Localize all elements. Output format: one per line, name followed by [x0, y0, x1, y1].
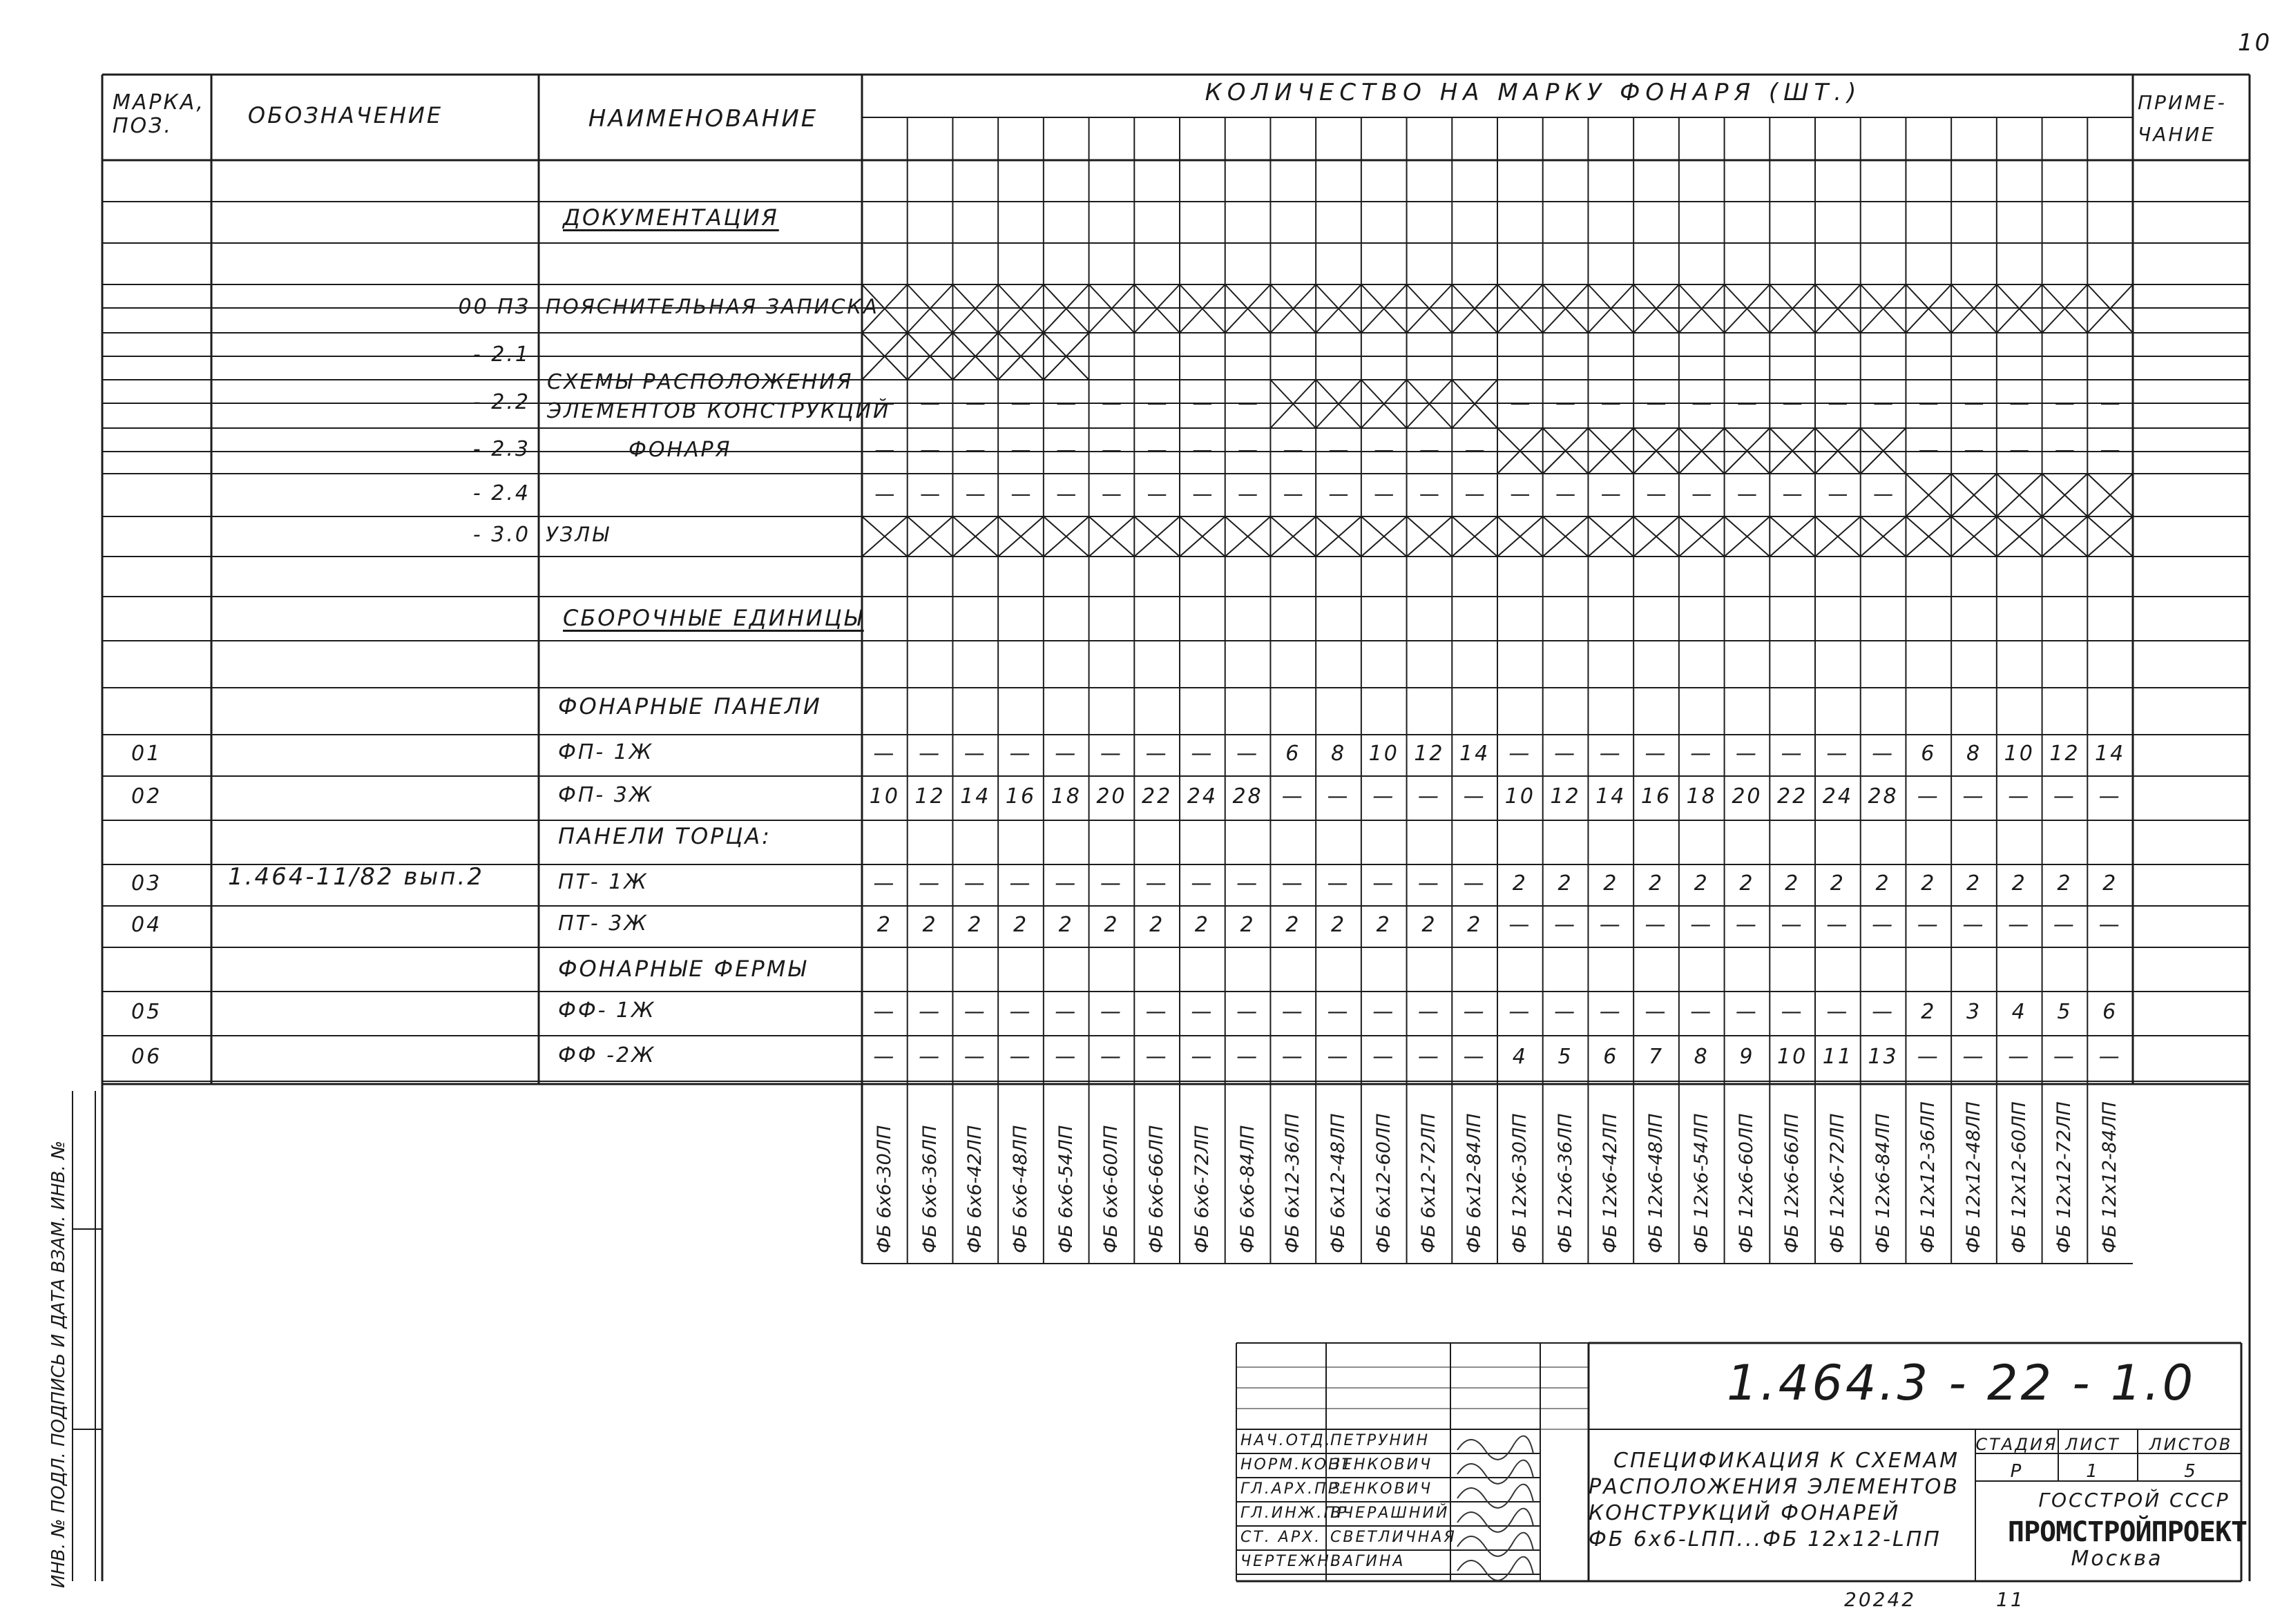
item-qty-cell: 10 [2004, 742, 2035, 766]
item-qty-cell: 20 [1732, 784, 1763, 809]
signature-name-3: ВЧЕРАШНИЙ [1330, 1505, 1450, 1522]
item-qty-cell: — [1055, 1000, 1078, 1024]
item-qty-cell: — [1327, 1000, 1350, 1024]
doc-designation-2: - 2.2 [472, 390, 530, 414]
item-qty-cell: 18 [1051, 784, 1082, 809]
signature-role-3: ГЛ.ИНЖ.ПР. [1240, 1505, 1356, 1522]
lantern-mark-label: ФБ 12х6-42ЛП [1600, 1113, 1622, 1253]
item-qty-cell: — [1145, 871, 1169, 896]
item-qty-cell: — [964, 1000, 987, 1024]
item-qty-cell: — [1872, 913, 1895, 937]
item-qty-cell: — [2098, 784, 2122, 809]
item-qty-cell: 2 [1240, 913, 1256, 937]
lantern-mark-label: ФБ 6х12-72ЛП [1418, 1113, 1440, 1253]
lantern-mark-label: ФБ 12х12-72ЛП [2053, 1101, 2076, 1253]
handwritten-signature [1457, 1533, 1533, 1556]
item-qty-cell: — [1917, 784, 1940, 809]
item-qty-cell: — [1417, 784, 1441, 809]
item-qty-cell: — [2098, 1045, 2122, 1069]
item-qty-cell: — [1826, 742, 1850, 766]
doc-designation-4: - 2.4 [472, 481, 530, 505]
header-designation: ОБОЗНАЧЕНИЕ [247, 102, 443, 128]
signature-name-1: ЗЕНКОВИЧ [1330, 1456, 1433, 1473]
item-qty-cell: — [1645, 913, 1668, 937]
section-documentation: ДОКУМЕНТАЦИЯ [563, 204, 779, 231]
lantern-mark-label: ФБ 6х6-66ЛП [1146, 1125, 1168, 1253]
lantern-mark-label: ФБ 12х6-36ЛП [1554, 1113, 1576, 1253]
title-line-4: ФБ 6х6-LПП...ФБ 12х12-LПП [1589, 1527, 1942, 1552]
header-mark: МАРКА, ПОЗ. [113, 90, 205, 138]
item-qty-cell: — [1962, 913, 1986, 937]
item-pos-3: 03 [131, 871, 162, 896]
item-qty-cell: — [1191, 1045, 1214, 1069]
item-qty-cell: 12 [1550, 784, 1581, 809]
lantern-mark-label: ФБ 12х6-48ЛП [1645, 1113, 1667, 1253]
item-qty-cell: — [2008, 784, 2031, 809]
item-qty-cell: 4 [2011, 1000, 2027, 1024]
item-qty-cell: 2 [2057, 871, 2073, 896]
lantern-mark-label: ФБ 6х12-48ЛП [1327, 1113, 1349, 1253]
item-qty-cell: — [1463, 871, 1486, 896]
item-qty-cell: 6 [2102, 1000, 2118, 1024]
item-qty-cell: — [964, 871, 987, 896]
item-qty-cell: 3 [1966, 1000, 1982, 1024]
group-end-panels: ПАНЕЛИ ТОРЦА: [558, 823, 771, 849]
item-qty-cell: — [1508, 913, 1532, 937]
item-qty-cell: 2 [1194, 913, 1210, 937]
handwritten-signature [1457, 1509, 1533, 1532]
item-pos-2: 02 [131, 784, 162, 809]
org-city: Москва [2071, 1547, 2163, 1571]
item-pos-5: 05 [131, 1000, 162, 1024]
item-qty-cell: — [1690, 1000, 1714, 1024]
lantern-mark-label: ФБ 6х12-84ЛП [1464, 1113, 1486, 1253]
section-assembly-units: СБОРОЧНЫЕ ЕДИНИЦЫ [563, 605, 864, 631]
title-line-2: РАСПОЛОЖЕНИЯ ЭЛЕМЕНТОВ [1589, 1475, 1959, 1499]
item-qty-cell: — [1327, 1045, 1350, 1069]
item-qty-cell: 2 [1058, 913, 1074, 937]
item-qty-cell: — [1281, 784, 1305, 809]
schemes-name-line-3: ФОНАРЯ [629, 438, 732, 462]
item-name-4: ПТ- 3Ж [558, 911, 649, 936]
group-lantern-panels: ФОНАРНЫЕ ПАНЕЛИ [558, 693, 822, 719]
lantern-mark-label: ФБ 6х12-60ЛП [1372, 1113, 1394, 1253]
item-qty-cell: — [1508, 742, 1532, 766]
item-qty-cell: — [1690, 742, 1714, 766]
item-name-2: ФП- 3Ж [558, 783, 654, 807]
lantern-mark-label: ФБ 6х6-54ЛП [1055, 1125, 1077, 1253]
lantern-mark-label: ФБ 6х6-48ЛП [1010, 1125, 1031, 1253]
item-qty-cell: — [1372, 1045, 1396, 1069]
item-qty-cell: — [2053, 784, 2076, 809]
item-qty-cell: — [1872, 1000, 1895, 1024]
item-qty-cell: — [1962, 784, 1986, 809]
item-qty-cell: 6 [1285, 742, 1301, 766]
doc-designation-3: - 2.3 [472, 437, 530, 461]
doc-name-0: ПОЯСНИТЕЛЬНАЯ ЗАПИСКА [546, 295, 879, 318]
item-qty-cell: 8 [1966, 742, 1982, 766]
item-qty-cell: 2 [1739, 871, 1755, 896]
item-qty-cell: — [1009, 1045, 1033, 1069]
item-qty-cell: — [1781, 1000, 1804, 1024]
item-qty-cell: 2 [1921, 1000, 1937, 1024]
item-qty-cell: — [1735, 742, 1758, 766]
item-qty-cell: 9 [1739, 1045, 1755, 1069]
signature-name-2: ЗЕНКОВИЧ [1330, 1480, 1433, 1498]
item-qty-cell: 28 [1232, 784, 1263, 809]
title-line-1: СПЕЦИФИКАЦИЯ К СХЕМАМ [1613, 1449, 1959, 1473]
item-pos-4: 04 [131, 913, 162, 937]
document-code: 1.464.3 - 22 - 1.0 [1727, 1355, 2196, 1411]
sheets-value: 5 [2184, 1461, 2198, 1482]
item-name-3: ПТ- 1Ж [558, 870, 649, 894]
handwritten-signature [1457, 1557, 1533, 1580]
item-qty-cell: 2 [1467, 913, 1483, 937]
item-qty-cell: — [1372, 784, 1396, 809]
item-qty-cell: — [1327, 871, 1350, 896]
item-qty-cell: 12 [914, 784, 946, 809]
item-qty-cell: 2 [2102, 871, 2118, 896]
item-qty-cell: — [1281, 871, 1305, 896]
item-qty-cell: 2 [1648, 871, 1665, 896]
item-qty-cell: 24 [1822, 784, 1853, 809]
stage-label: СТАДИЯ [1975, 1435, 2058, 1454]
doc-designation-0: 00 ПЗ [458, 295, 530, 319]
item-qty-cell: 14 [1595, 784, 1627, 809]
item-qty-cell: — [1145, 1045, 1169, 1069]
item-qty-cell: 2 [922, 913, 938, 937]
org-promstroyproekt: ПРОМСТРОЙПРОЕКТ [2007, 1516, 2247, 1548]
item-qty-cell: — [1417, 871, 1441, 896]
item-qty-cell: — [1100, 1045, 1123, 1069]
item-qty-cell: — [1145, 742, 1169, 766]
item-qty-cell: 2 [1875, 871, 1891, 896]
item-name-5: ФФ- 1Ж [558, 998, 656, 1023]
item-qty-cell: 20 [1096, 784, 1127, 809]
lantern-mark-label: ФБ 6х6-60ЛП [1100, 1125, 1122, 1253]
item-qty-cell: — [919, 871, 942, 896]
signature-name-5: ВАГИНА [1330, 1553, 1406, 1570]
item-qty-cell: 2 [1376, 913, 1392, 937]
item-qty-cell: 12 [1414, 742, 1445, 766]
item-qty-cell: 2 [1013, 913, 1029, 937]
item-qty-cell: — [1055, 1045, 1078, 1069]
item-qty-cell: 10 [1368, 742, 1399, 766]
lantern-mark-label: ФБ 12х12-60ЛП [2008, 1101, 2030, 1253]
item-qty-cell: — [1417, 1045, 1441, 1069]
item-qty-cell: 2 [1104, 913, 1120, 937]
item-qty-cell: — [1191, 742, 1214, 766]
item-qty-cell: — [1009, 1000, 1033, 1024]
item-qty-cell: — [1508, 1000, 1532, 1024]
doc-name-5: УЗЛЫ [546, 523, 611, 546]
signature-role-2: ГЛ.АРХ.ПР. [1240, 1480, 1346, 1498]
lantern-mark-label: ФБ 12х6-72ЛП [1826, 1113, 1848, 1253]
item-qty-cell: — [2008, 1045, 2031, 1069]
item-qty-cell: — [1826, 913, 1850, 937]
item-pos-6: 06 [131, 1045, 162, 1069]
org-gosstroy: ГОССТРОЙ СССР [2038, 1489, 2230, 1511]
item-qty-cell: 13 [1868, 1045, 1899, 1069]
item-qty-cell: — [1417, 1000, 1441, 1024]
item-qty-cell: 16 [1005, 784, 1037, 809]
item-qty-cell: — [1191, 1000, 1214, 1024]
item-qty-cell: 10 [1777, 1045, 1808, 1069]
sheet-label: ЛИСТ [2065, 1435, 2120, 1454]
doc-designation-1: - 2.1 [472, 342, 530, 367]
item-qty-cell: — [1872, 742, 1895, 766]
doc-designation-5: - 3.0 [472, 523, 530, 547]
item-qty-cell: — [2053, 913, 2076, 937]
item-qty-cell: — [1645, 1000, 1668, 1024]
item-qty-cell: — [1463, 1045, 1486, 1069]
item-qty-cell: 2 [1830, 871, 1846, 896]
item-qty-cell: — [1100, 871, 1123, 896]
item-qty-cell: — [1826, 1000, 1850, 1024]
item-qty-cell: — [1191, 871, 1214, 896]
stage-value: Р [2010, 1461, 2024, 1482]
item-qty-cell: 2 [1512, 871, 1528, 896]
schemes-name-line-2: ЭЛЕМЕНТОВ КОНСТРУКЦИЙ [547, 399, 891, 423]
item-qty-cell: — [919, 742, 942, 766]
lantern-mark-label: ФБ 6х6-42ЛП [964, 1125, 986, 1253]
item-qty-cell: — [1463, 784, 1486, 809]
item-qty-cell: 7 [1648, 1045, 1665, 1069]
item-qty-cell: — [1236, 871, 1260, 896]
lantern-mark-label: ФБ 12х12-36ЛП [1917, 1101, 1939, 1253]
item-qty-cell: 2 [1330, 913, 1347, 937]
page-number: 10 [2238, 29, 2272, 57]
item-qty-cell: — [2053, 1045, 2076, 1069]
item-qty-cell: — [964, 742, 987, 766]
item-qty-cell: — [1372, 1000, 1396, 1024]
lantern-mark-label: ФБ 6х6-84ЛП [1236, 1125, 1258, 1253]
lantern-mark-label: ФБ 12х6-66ЛП [1781, 1113, 1803, 1253]
item-qty-cell: — [1645, 742, 1668, 766]
item-qty-cell: — [1009, 742, 1033, 766]
item-qty-cell: — [1236, 1000, 1260, 1024]
schemes-name-line-1: СХЕМЫ РАСПОЛОЖЕНИЯ [547, 370, 854, 394]
item-qty-cell: 2 [1603, 871, 1619, 896]
item-qty-cell: 2 [1921, 871, 1937, 896]
group-lantern-trusses: ФОНАРНЫЕ ФЕРМЫ [558, 956, 808, 982]
handwritten-signature [1457, 1460, 1533, 1484]
lantern-mark-label: ФБ 6х6-36ЛП [919, 1125, 941, 1253]
item-qty-cell: — [1281, 1045, 1305, 1069]
item-qty-cell: — [873, 1045, 897, 1069]
item-qty-cell: — [1781, 913, 1804, 937]
header-quantity: КОЛИЧЕСТВО НА МАРКУ ФОНАРЯ (ШТ.) [1205, 79, 1862, 106]
item-qty-cell: — [2008, 913, 2031, 937]
item-qty-cell: 4 [1512, 1045, 1528, 1069]
item-qty-cell: — [1554, 913, 1578, 937]
item-qty-cell: 10 [1504, 784, 1535, 809]
item-qty-cell: — [873, 1000, 897, 1024]
item-qty-cell: 5 [1557, 1045, 1573, 1069]
item-qty-cell: 22 [1142, 784, 1173, 809]
item-qty-cell: — [1917, 1045, 1940, 1069]
item-qty-cell: 14 [2095, 742, 2126, 766]
item-qty-cell: 6 [1603, 1045, 1619, 1069]
footer-number: 20242 [1844, 1588, 1917, 1611]
item-qty-cell: 12 [2049, 742, 2080, 766]
item-qty-cell: 2 [1149, 913, 1165, 937]
item-qty-cell: 2 [1694, 871, 1709, 896]
signature-role-1: НОРМ.КОНТ. [1240, 1456, 1361, 1473]
item-qty-cell: 2 [1785, 871, 1801, 896]
item-qty-cell: 2 [2011, 871, 2027, 896]
item-qty-cell: — [1055, 871, 1078, 896]
item-qty-cell: 8 [1694, 1045, 1709, 1069]
side-stamp: ИНВ. № ПОДЛ. ПОДПИСЬ И ДАТА ВЗАМ. ИНВ. № [48, 1140, 69, 1588]
item-qty-cell: 8 [1330, 742, 1347, 766]
item-qty-cell: — [1690, 913, 1714, 937]
item-qty-cell: — [1781, 742, 1804, 766]
item-qty-cell: 10 [869, 784, 900, 809]
item-qty-cell: 2 [1285, 913, 1301, 937]
item-pos-1: 01 [131, 742, 162, 766]
item-qty-cell: 24 [1187, 784, 1218, 809]
item-qty-cell: 5 [2057, 1000, 2073, 1024]
lantern-mark-label: ФБ 6х12-36ЛП [1282, 1113, 1304, 1253]
sheets-label: ЛИСТОВ [2149, 1435, 2233, 1454]
item-qty-cell: 14 [1459, 742, 1490, 766]
item-qty-cell: — [873, 742, 897, 766]
item-qty-cell: 6 [1921, 742, 1937, 766]
lantern-mark-label: ФБ 12х6-54ЛП [1690, 1113, 1712, 1253]
item-qty-cell: 2 [1966, 871, 1982, 896]
item-qty-cell: — [964, 1045, 987, 1069]
lantern-mark-label: ФБ 12х6-60ЛП [1736, 1113, 1758, 1253]
item-qty-cell: — [873, 871, 897, 896]
item-name-1: ФП- 1Ж [558, 740, 654, 764]
item-qty-cell: — [1236, 742, 1260, 766]
item-qty-cell: 18 [1686, 784, 1717, 809]
signature-role-0: НАЧ.ОТД. [1240, 1432, 1332, 1449]
lantern-mark-label: ФБ 12х12-48ЛП [1963, 1101, 1984, 1253]
item-qty-cell: — [1599, 742, 1622, 766]
lantern-mark-label: ФБ 12х6-30ЛП [1508, 1113, 1531, 1253]
signature-role-5: ЧЕРТЕЖН. [1240, 1553, 1338, 1570]
item-qty-cell: 2 [1557, 871, 1573, 896]
item-qty-cell: 22 [1777, 784, 1808, 809]
assembly-designation: 1.464-11/82 вып.2 [228, 863, 484, 891]
item-qty-cell: — [1145, 1000, 1169, 1024]
item-qty-cell: 11 [1822, 1045, 1853, 1069]
signature-name-4: СВЕТЛИЧНАЯ [1330, 1529, 1457, 1546]
item-qty-cell: 14 [960, 784, 991, 809]
item-qty-cell: — [1554, 1000, 1578, 1024]
item-name-6: ФФ -2Ж [558, 1043, 656, 1067]
item-qty-cell: — [1735, 1000, 1758, 1024]
item-qty-cell: — [1100, 1000, 1123, 1024]
lantern-mark-label: ФБ 6х6-72ЛП [1191, 1125, 1213, 1253]
item-qty-cell: — [1917, 913, 1940, 937]
item-qty-cell: — [1599, 913, 1622, 937]
item-qty-cell: 16 [1640, 784, 1672, 809]
item-qty-cell: — [1372, 871, 1396, 896]
item-qty-cell: — [1735, 913, 1758, 937]
handwritten-signature [1457, 1436, 1533, 1460]
item-qty-cell: — [1281, 1000, 1305, 1024]
footer-sheet: 11 [1996, 1588, 2025, 1611]
header-name: НАИМЕНОВАНИЕ [588, 105, 818, 133]
item-qty-cell: — [1236, 1045, 1260, 1069]
item-qty-cell: 28 [1868, 784, 1899, 809]
item-qty-cell: — [1463, 1000, 1486, 1024]
item-qty-cell: — [1327, 784, 1350, 809]
lantern-mark-label: ФБ 12х12-84ЛП [2099, 1101, 2121, 1253]
signature-name-0: ПЕТРУНИН [1330, 1432, 1430, 1449]
lantern-mark-label: ФБ 12х6-84ЛП [1872, 1113, 1894, 1253]
item-qty-cell: 2 [876, 913, 892, 937]
item-qty-cell: — [1962, 1045, 1986, 1069]
sheet-value: 1 [2086, 1461, 2100, 1482]
signature-role-4: СТ. АРХ. [1240, 1529, 1322, 1546]
item-qty-cell: — [2098, 913, 2122, 937]
item-qty-cell: — [1599, 1000, 1622, 1024]
item-qty-cell: — [1009, 871, 1033, 896]
handwritten-signature [1457, 1485, 1533, 1508]
item-qty-cell: — [1055, 742, 1078, 766]
item-qty-cell: — [1554, 742, 1578, 766]
item-qty-cell: — [919, 1045, 942, 1069]
title-line-3: КОНСТРУКЦИЙ ФОНАРЕЙ [1589, 1501, 1901, 1525]
item-qty-cell: 2 [1421, 913, 1437, 937]
item-qty-cell: — [1100, 742, 1123, 766]
header-note: ПРИМЕ-ЧАНИЕ [2138, 91, 2227, 146]
item-qty-cell: — [919, 1000, 942, 1024]
lantern-mark-label: ФБ 6х6-30ЛП [873, 1125, 895, 1253]
item-qty-cell: 2 [968, 913, 984, 937]
